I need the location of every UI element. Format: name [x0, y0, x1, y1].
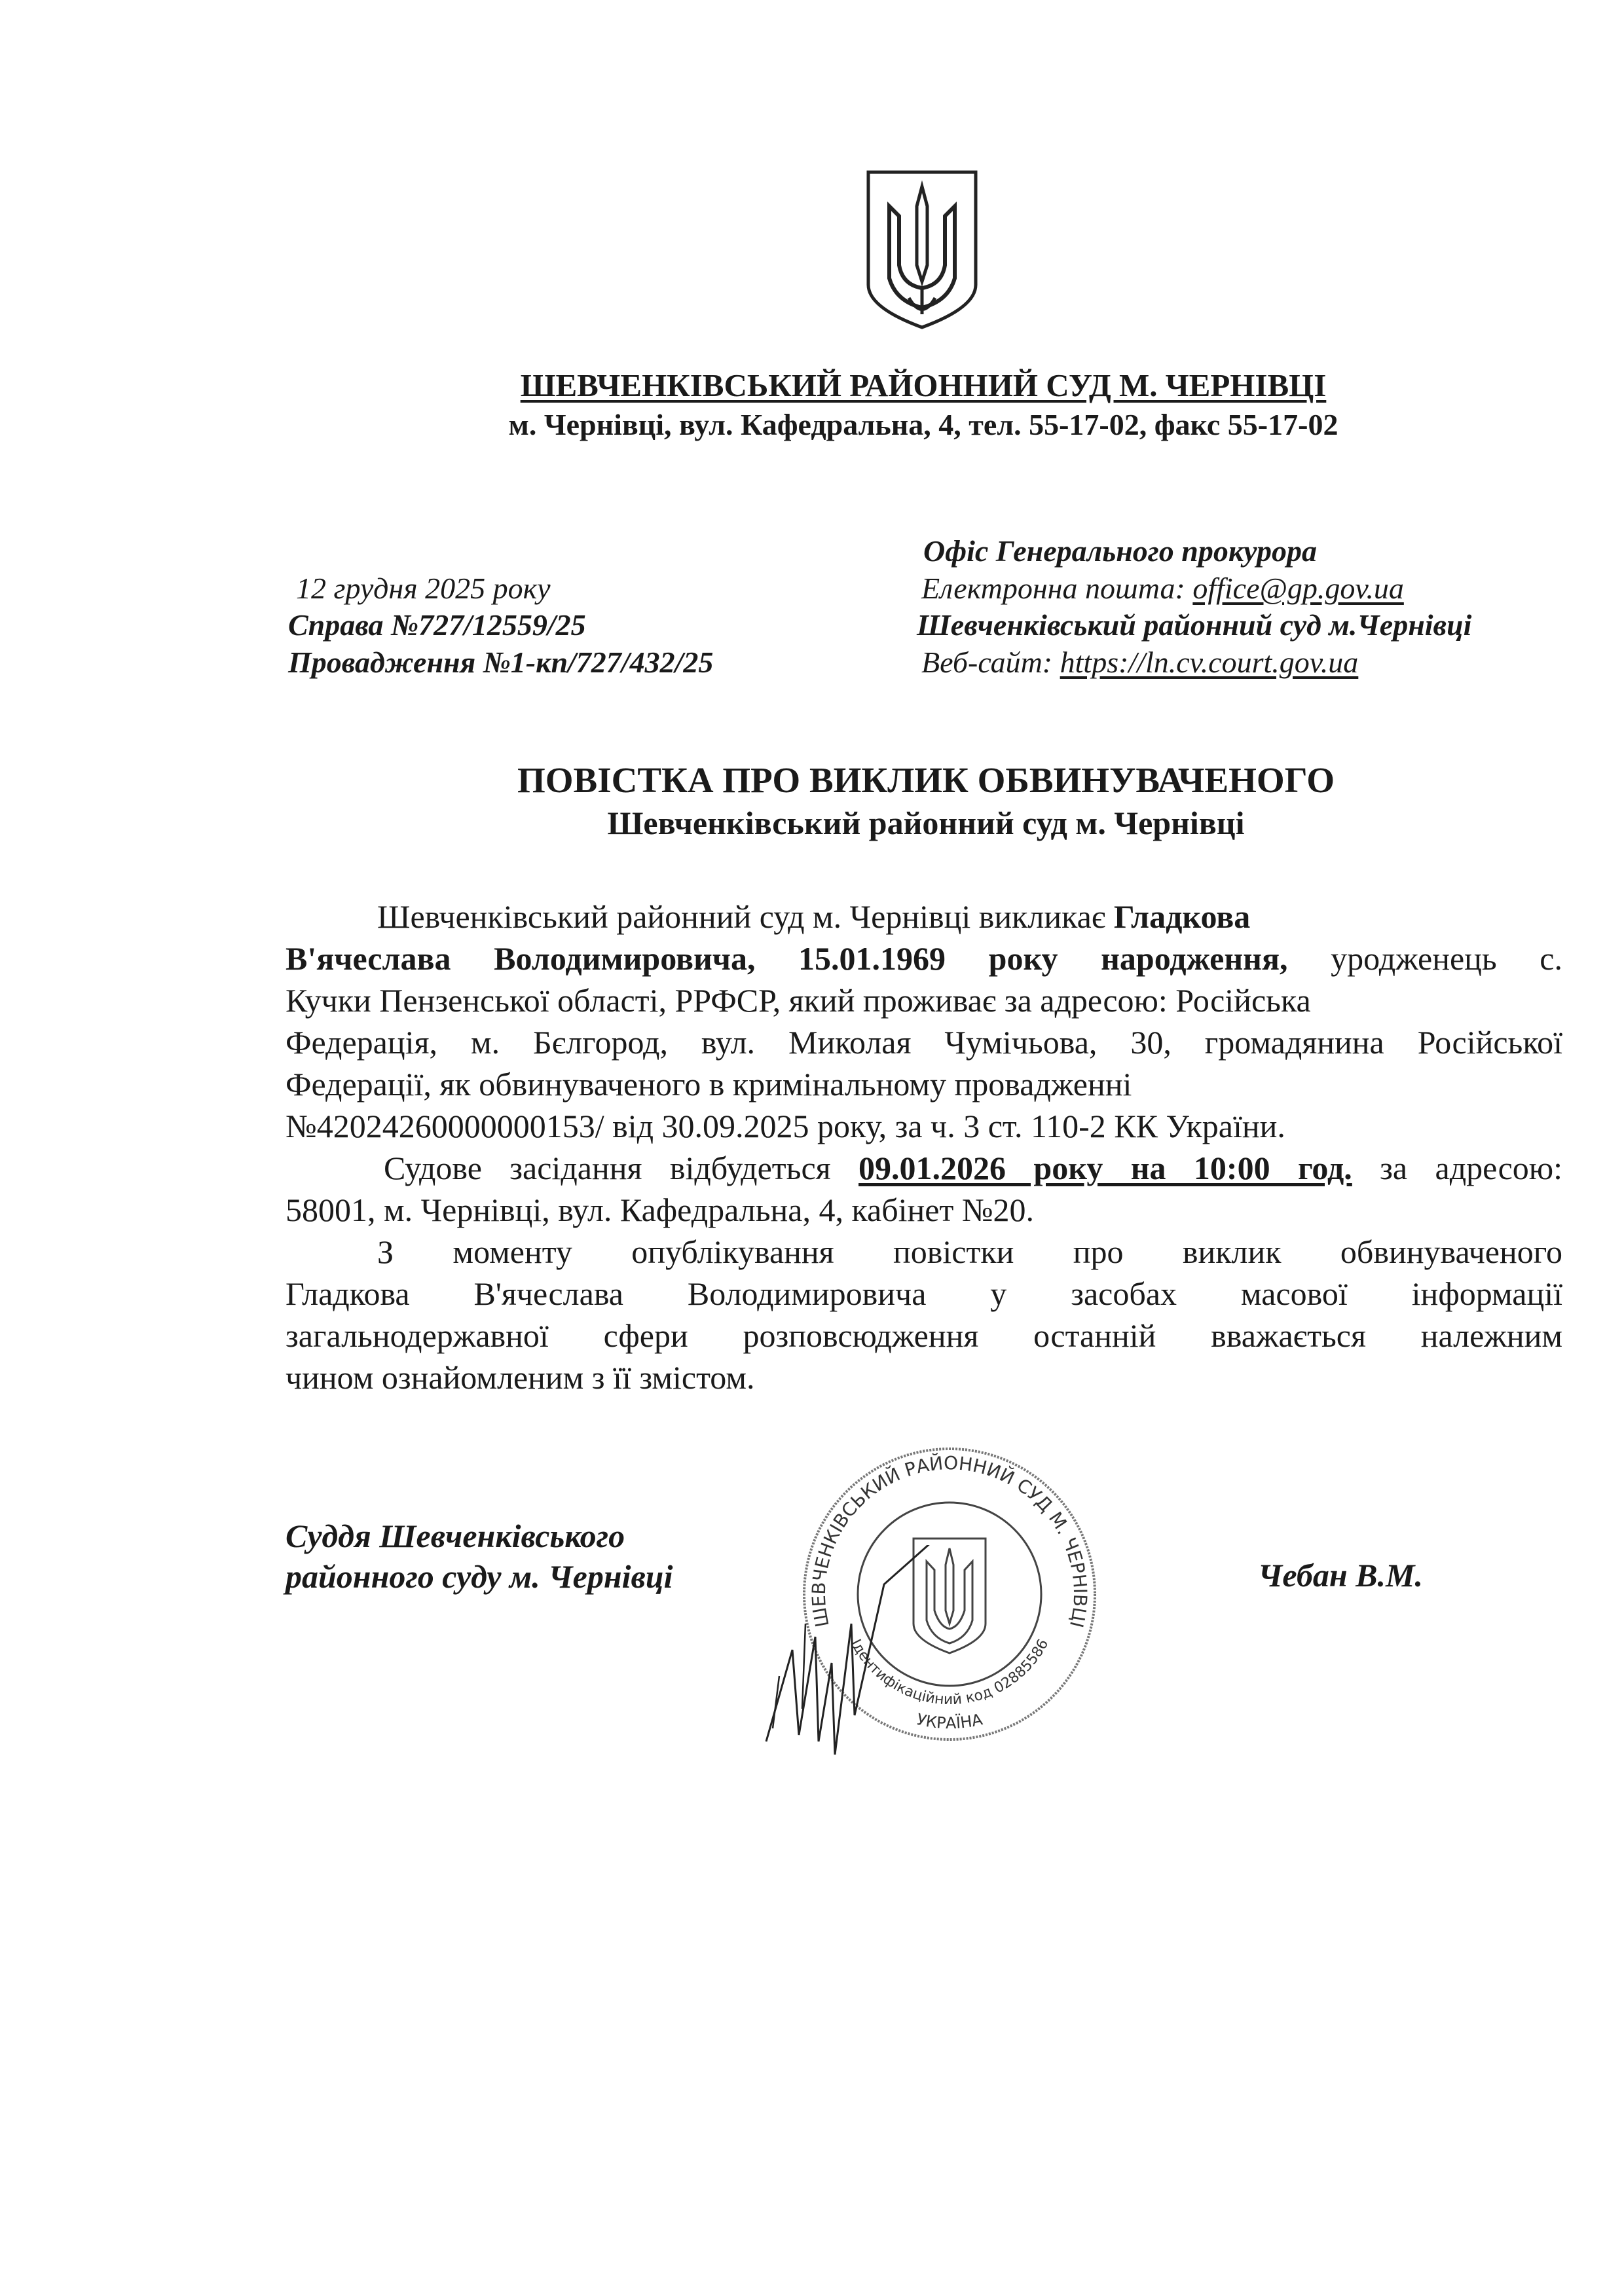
email-link[interactable]: office@gp.gov.ua: [1192, 572, 1404, 605]
proceeding-number: Провадження №1-кп/727/432/25: [288, 646, 714, 679]
stamp-id-code: Ідентифікаційний код 02885586: [847, 1636, 1052, 1709]
document-date: 12 грудня 2025 року: [296, 572, 551, 605]
recipient-court: Шевченківський районний суд м.Чернівці: [917, 608, 1472, 642]
website-line: [921, 645, 1358, 680]
website-link[interactable]: https://ln.cv.court.gov.ua: [1060, 646, 1359, 679]
body-line: 58001, м. Чернівці, вул. Кафедральна, 4, кабінет №20.: [286, 1192, 1035, 1228]
judge-name: Чебан В.М.: [1258, 1557, 1423, 1594]
email-label: Електронна пошта:: [921, 572, 1193, 605]
document-subtitle: Шевченківський районний суд м. Чернівці: [607, 805, 1245, 841]
hearing-datetime: 09.01.2026 року на 10:00 год.: [858, 1150, 1352, 1186]
judge-title: Суддя Шевченківського районного суду м. Чернівці: [286, 1518, 673, 1595]
accused-surname: Гладкова: [1113, 898, 1251, 935]
summons-body: [286, 896, 1562, 1398]
body-text: Судове засідання відбудеться: [384, 1150, 859, 1186]
body-text: уродженець с.: [1287, 940, 1562, 977]
body-line: №42024260000000153/ від 30.09.2025 року, за ч. 3 ст. 110-2 КК України.: [286, 1108, 1285, 1144]
stamp-country: УКРАЇНА: [915, 1710, 984, 1733]
body-line: З моменту опублікування повістки про виклик обвинуваченого: [377, 1233, 1562, 1270]
stamp-outer-text: ШЕВЧЕНКІВСЬКИЙ РАЙОННИЙ СУД М. ЧЕРНІВЦІ: [807, 1452, 1092, 1630]
body-line: [286, 896, 1562, 938]
case-number: Справа №727/12559/25: [288, 608, 586, 642]
court-address: м. Чернівці, вул. Кафедральна, 4, тел. 55-17-02, факс 55-17-02: [508, 408, 1338, 441]
body-line: Федерація, м. Бєлгород, вул. Миколая Чумічьова, 30, громадянина Російської: [286, 1024, 1562, 1061]
body-line: Гладкова В'ячеслава Володимировича у засобах масової інформації: [286, 1275, 1562, 1312]
body-line: Кучки Пензенської області, РРФСР, який проживає за адресою: Російська: [286, 982, 1311, 1019]
body-line: [286, 1147, 1562, 1189]
body-text: Шевченківський районний суд м. Чернівці викликає: [377, 898, 1114, 935]
accused-name-dob: В'ячеслава Володимировича, 15.01.1969 року народження,: [286, 940, 1288, 977]
document-title: ПОВІСТКА ПРО ВИКЛИК ОБВИНУВАЧЕНОГО: [517, 760, 1335, 800]
court-name-heading: ШЕВЧЕНКІВСЬКИЙ РАЙОННИЙ СУД М. ЧЕРНІВЦІ: [520, 367, 1327, 403]
body-line: Федерації, як обвинуваченого в кримінальному провадженні: [286, 1066, 1132, 1102]
body-line: загальнодержавної сфери розповсюдження останній вважається належним: [286, 1317, 1562, 1354]
body-line: [286, 938, 1562, 979]
recipient-name: Офіс Генерального прокурора: [923, 534, 1317, 568]
website-label: Веб-сайт:: [921, 646, 1060, 679]
body-line: чином ознайомленим з її змістом.: [286, 1359, 755, 1396]
handwritten-signature: [753, 1545, 950, 1761]
coat-of-arms-emblem: [863, 167, 981, 331]
recipient-email-line: [921, 571, 1404, 606]
body-text: за адресою:: [1352, 1150, 1563, 1186]
